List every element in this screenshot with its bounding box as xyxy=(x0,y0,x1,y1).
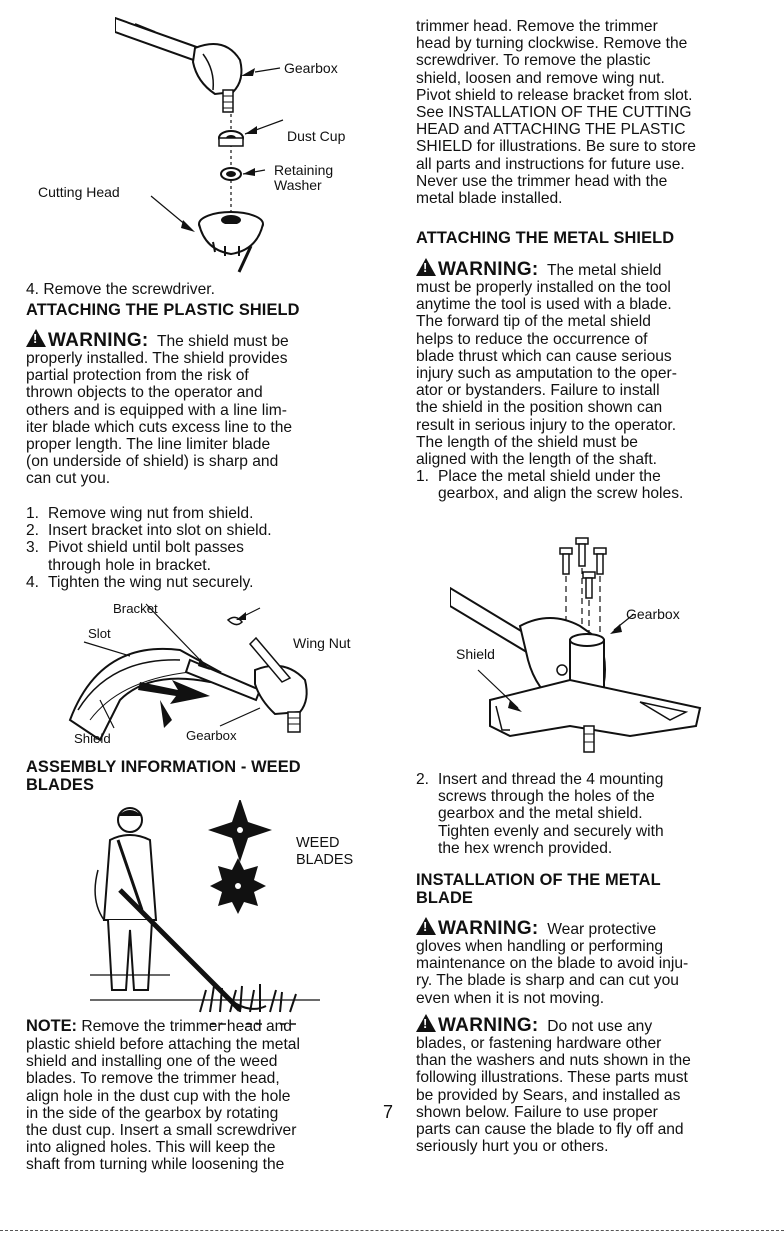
metal-warning-body xyxy=(416,279,778,468)
warning-icon xyxy=(416,917,436,935)
note-text: Remove the trimmer head and xyxy=(81,1018,292,1035)
metal-warning-first-line xyxy=(416,258,661,279)
metal-shield-diagram xyxy=(450,530,710,760)
list-item: gearbox and the metal shield. xyxy=(438,805,643,823)
text-line: proper length. The line limiter blade xyxy=(26,436,271,454)
list-item: 3. Pivot shield until bolt passes xyxy=(26,539,244,557)
text-line: metal blade installed. xyxy=(416,190,563,208)
washer-label: Washer xyxy=(274,177,322,193)
text-line: even when it is not moving. xyxy=(416,989,605,1007)
text-line: partial protection from the risk of xyxy=(26,367,249,385)
wing-nut-label: Wing Nut xyxy=(293,635,351,651)
note-label: NOTE: xyxy=(26,1017,77,1035)
warning-text: Do not use any xyxy=(547,1018,653,1035)
text-line: screwdriver. To remove the plastic xyxy=(416,52,651,70)
cutting-head-diagram xyxy=(115,10,375,280)
shield-label: Shield xyxy=(74,731,111,746)
plastic-warning-first-line xyxy=(26,329,289,350)
text-line: than the washers and nuts shown in the xyxy=(416,1052,691,1070)
text-line: ator or bystanders. Failure to install xyxy=(416,382,660,400)
text-line: SHIELD for illustrations. Be sure to store xyxy=(416,138,696,156)
text-line: head by turning clockwise. Remove the xyxy=(416,35,688,53)
page-number: 7 xyxy=(383,1102,394,1122)
list-item: 1. Place the metal shield under the xyxy=(416,468,661,485)
text-line: all parts and instructions for future use. xyxy=(416,155,685,173)
text-line: Never use the trimmer head with the xyxy=(416,172,668,190)
text-line: shown below. Failure to use proper xyxy=(416,1103,658,1121)
text-line: trimmer head. Remove the trimmer xyxy=(416,18,658,35)
list-item: gearbox, and align the screw holes. xyxy=(438,485,684,503)
text-line: blades, or fastening hardware other xyxy=(416,1035,662,1052)
text-line: blades. To remove the trimmer head, xyxy=(26,1070,280,1088)
list-item: 1. Remove wing nut from shield. xyxy=(26,505,254,522)
warning-label: WARNING: xyxy=(438,918,539,939)
slot-label: Slot xyxy=(88,626,111,641)
text-line: result in serious injury to the operator. xyxy=(416,416,677,434)
heading-line: BLADES xyxy=(26,776,94,794)
shield-label: Shield xyxy=(456,646,495,662)
heading-line: INSTALLATION OF THE METAL xyxy=(416,871,661,889)
gearbox-label: Gearbox xyxy=(186,728,237,743)
warning-text: Wear protective xyxy=(547,921,657,938)
warning-icon xyxy=(416,258,436,276)
text-line: iter blade which cuts excess line to the xyxy=(26,418,293,436)
list-item: 2. Insert bracket into slot on shield. xyxy=(26,522,272,540)
text-line: the dust cup. Insert a small screwdriver xyxy=(26,1122,297,1140)
metal-blade-heading xyxy=(416,871,661,907)
warning-text: The shield must be xyxy=(156,333,289,350)
text-line: thrown objects to the operator and xyxy=(26,384,263,402)
text-line: injury such as amputation to the oper- xyxy=(416,365,677,383)
text-line: ry. The blade is sharp and can cut you xyxy=(416,972,679,990)
blade-warning-2-body xyxy=(416,1035,778,1155)
list-item: Tighten evenly and securely with xyxy=(438,822,664,840)
list-item: screws through the holes of the xyxy=(438,788,655,806)
text-line: shield and installing one of the weed xyxy=(26,1053,278,1071)
plastic-shield-steps xyxy=(26,505,382,591)
cutting-head-label: Cutting Head xyxy=(38,184,120,200)
plastic-shield-heading: ATTACHING THE PLASTIC SHIELD xyxy=(26,301,300,319)
metal-shield-step-1 xyxy=(416,468,778,502)
text-line: can cut you. xyxy=(26,470,111,488)
blade-warning-1-body xyxy=(416,938,778,1007)
text-line: shaft from turning while loosening the xyxy=(26,1156,285,1174)
operator-weed-blades-diagram xyxy=(90,800,320,1030)
list-item: 2. Insert and thread the 4 mounting xyxy=(416,771,664,788)
gearbox-label: Gearbox xyxy=(284,60,338,76)
text-line: HEAD and ATTACHING THE PLASTIC xyxy=(416,121,686,139)
text-line: The forward tip of the metal shield xyxy=(416,313,651,331)
text-line: maintenance on the blade to avoid inju- xyxy=(416,955,689,973)
text-line: others and is equipped with a line lim- xyxy=(26,401,287,419)
text-line: aligned with the length of the shaft. xyxy=(416,451,658,469)
warning-icon xyxy=(26,329,46,347)
text-line: parts can cause the blade to fly off and xyxy=(416,1121,684,1139)
weed-label: WEED xyxy=(296,835,340,851)
list-item: through hole in bracket. xyxy=(48,556,211,574)
list-item: the hex wrench provided. xyxy=(438,839,613,857)
page-bottom-divider xyxy=(0,1230,784,1231)
dust-cup-label: Dust Cup xyxy=(287,128,346,144)
text-line: See INSTALLATION OF THE CUTTING xyxy=(416,104,692,122)
text-line: in the side of the gearbox by rotating xyxy=(26,1104,279,1122)
assembly-heading xyxy=(26,758,301,794)
text-line: following illustrations. These parts must xyxy=(416,1069,688,1087)
heading-line: ASSEMBLY INFORMATION - WEED xyxy=(26,758,301,776)
text-line: seriously hurt you or others. xyxy=(416,1138,609,1156)
continued-text xyxy=(416,18,778,207)
text-line: into aligned holes. This will keep the xyxy=(26,1139,276,1157)
warning-label: WARNING: xyxy=(438,259,539,280)
text-line: helps to reduce the occurrence of xyxy=(416,330,648,348)
list-item: 4. Tighten the wing nut securely. xyxy=(26,573,254,591)
blades-label: BLADES xyxy=(296,852,354,868)
text-line: plastic shield before attaching the metal xyxy=(26,1036,300,1053)
note-first-line xyxy=(26,1018,292,1035)
warning-icon xyxy=(416,1014,436,1032)
warning-text: The metal shield xyxy=(546,262,662,279)
warning-label: WARNING: xyxy=(438,1015,539,1036)
text-line: anytime the tool is used with a blade. xyxy=(416,296,672,314)
blade-warning-1-first-line xyxy=(416,917,656,938)
text-line: gloves when handling or performing xyxy=(416,938,664,955)
text-line: the shield in the position shown can xyxy=(416,399,663,417)
heading-line: BLADE xyxy=(416,889,473,907)
blade-warning-2-first-line xyxy=(416,1014,652,1035)
gearbox-label: Gearbox xyxy=(626,606,680,622)
metal-shield-step-2 xyxy=(416,771,778,857)
note-body xyxy=(26,1036,382,1174)
warning-label: WARNING: xyxy=(48,330,149,351)
text-line: shield, loosen and remove wing nut. xyxy=(416,69,665,87)
metal-shield-heading: ATTACHING THE METAL SHIELD xyxy=(416,229,675,247)
bracket-label: Bracket xyxy=(113,601,158,616)
text-line: align hole in the dust cup with the hole xyxy=(26,1087,291,1105)
text-line: The length of the shield must be xyxy=(416,433,638,451)
plastic-warning-body xyxy=(26,350,382,488)
text-line: must be properly installed on the tool xyxy=(416,279,671,296)
text-line: blade thrust which can cause serious xyxy=(416,347,672,365)
step-4-text: 4. Remove the screwdriver. xyxy=(26,281,215,298)
text-line: Pivot shield to release bracket from slot. xyxy=(416,86,693,104)
text-line: be provided by Sears, and installed as xyxy=(416,1086,681,1104)
text-line: (on underside of shield) is sharp and xyxy=(26,453,279,471)
retaining-label: Retaining xyxy=(274,162,334,178)
text-line: properly installed. The shield provides xyxy=(26,350,288,367)
